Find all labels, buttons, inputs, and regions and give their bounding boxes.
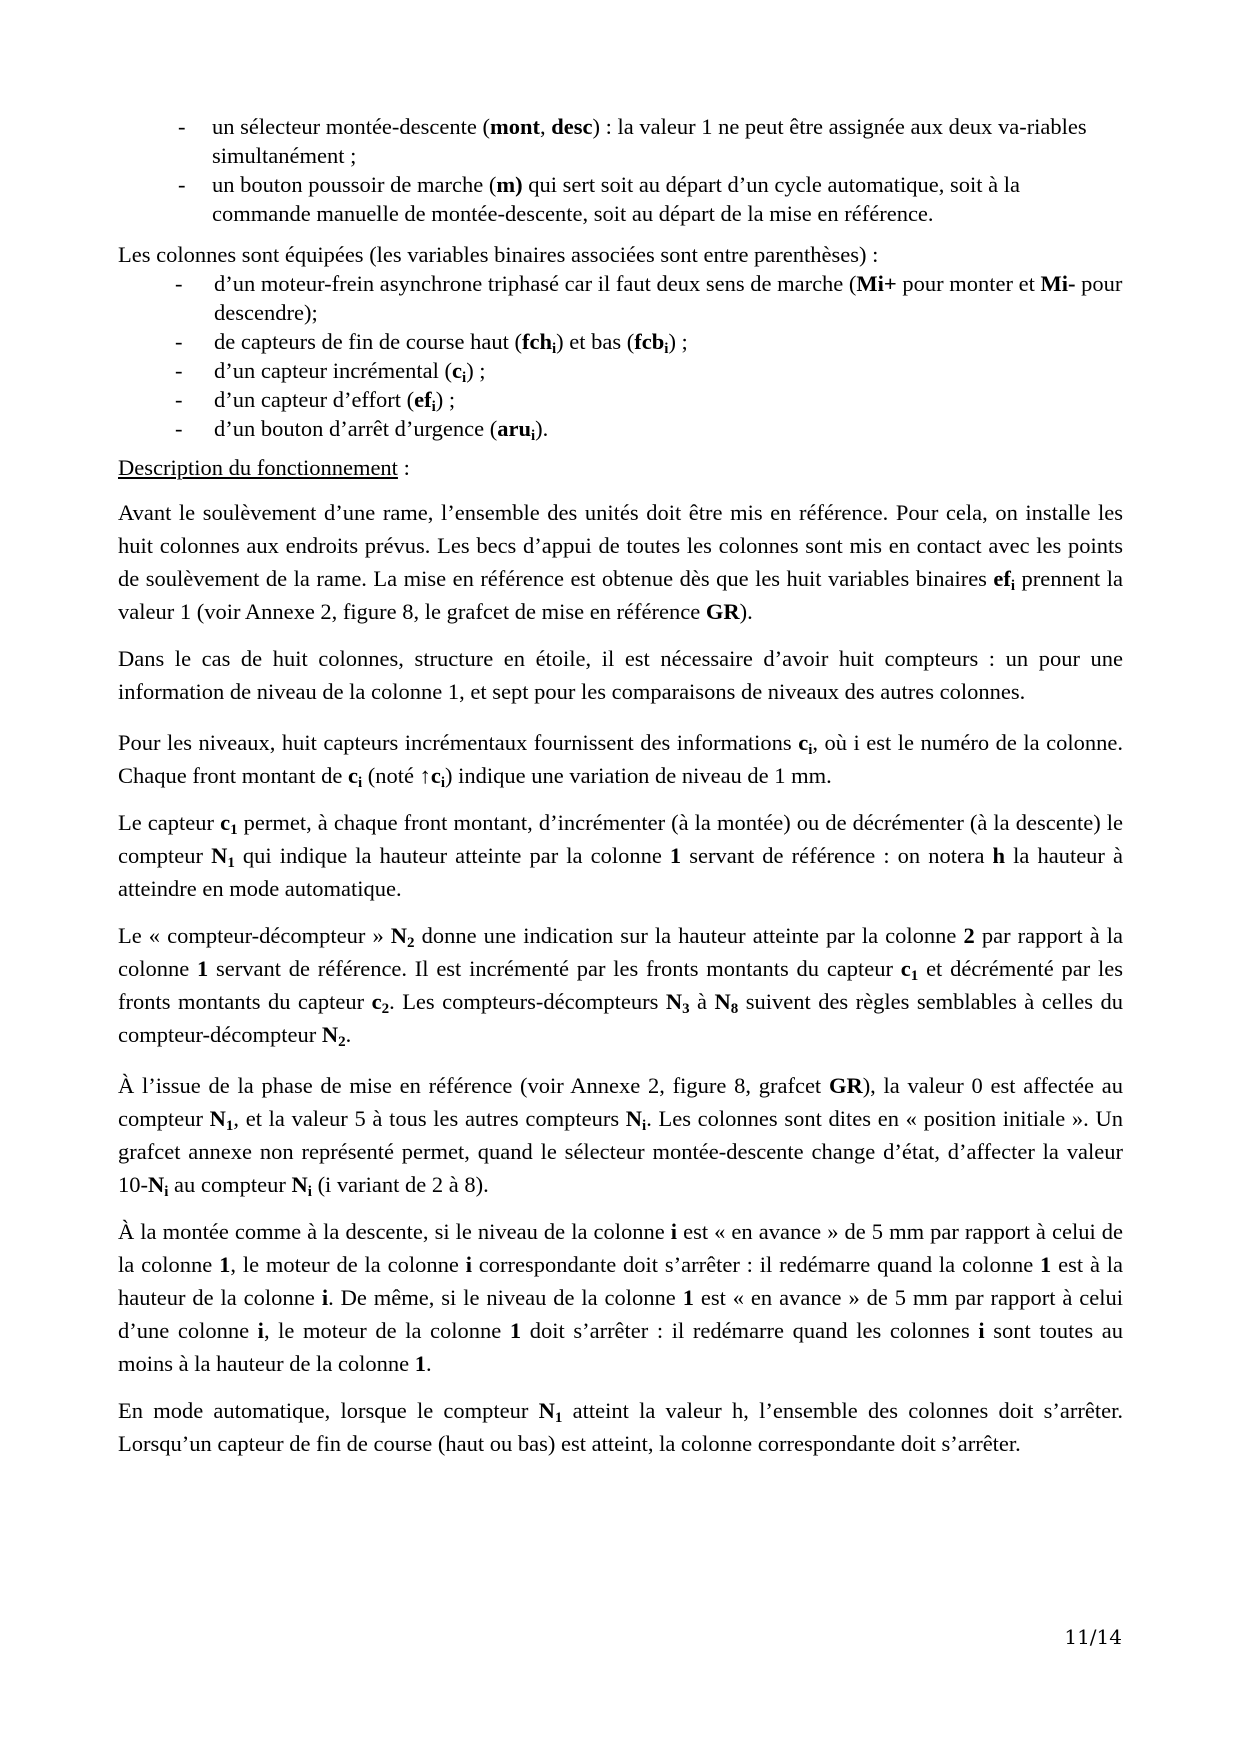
column-i: i	[321, 1285, 329, 1310]
page-number: 11/14	[1064, 1625, 1122, 1649]
var-gr: GR	[705, 599, 740, 624]
var-ef	[993, 566, 1016, 594]
text-run: N	[665, 989, 683, 1014]
text-run: prennent la valeur 1 (voir Annexe 2, figure 8, le grafcet de mise en référence	[118, 566, 1123, 624]
var-n3	[665, 989, 690, 1017]
text-run: N	[148, 1172, 165, 1197]
text-run: N	[538, 1398, 555, 1423]
text-run: (noté ↑	[362, 763, 431, 788]
subscript: i	[642, 1118, 647, 1134]
text-run: d’un moteur-frein asynchrone triphasé car il faut deux sens de marche (	[214, 271, 857, 296]
var-n1	[211, 843, 235, 871]
var-gr: GR	[828, 1073, 863, 1098]
var-c1	[220, 810, 238, 838]
text-run: permet, à chaque front montant, d’incrémenter (à la montée) ou de décrémenter (à la descente) le compteur	[118, 810, 1123, 868]
var-mi-minus: Mi-	[1040, 271, 1076, 296]
text-run: ) ;	[668, 329, 688, 354]
paragraph-reference	[118, 496, 1123, 628]
subscript: i	[530, 428, 536, 444]
var-n2	[390, 923, 415, 951]
column-i: i	[670, 1219, 678, 1244]
text-run: , le moteur de la colonne	[230, 1252, 466, 1277]
text-run: N	[714, 989, 731, 1014]
text-run: ) : la valeur 1 ne peut être assignée aux deux va-riables simultanément ;	[212, 114, 1087, 168]
subscript: i	[1010, 578, 1016, 594]
column-number: 1	[669, 843, 682, 868]
text-run: , et la valeur 5 à tous les autres compteurs	[233, 1106, 626, 1131]
list-item	[118, 356, 1123, 385]
text-run: Le capteur	[118, 810, 221, 835]
heading-suffix: :	[397, 455, 410, 480]
text-run: fcb	[634, 329, 665, 354]
text-run: c	[798, 730, 809, 755]
var-ni	[148, 1172, 169, 1200]
text-run: suivent des règles semblables à celles du compteur-décompteur	[118, 989, 1123, 1047]
list-item	[118, 327, 1123, 356]
text-run: un sélecteur montée-descente (	[212, 114, 490, 139]
var-c1	[900, 956, 919, 984]
subscript: i	[462, 370, 467, 386]
var-mont: mont	[490, 114, 540, 139]
text-run: par rapport à la colonne	[118, 923, 1124, 981]
text-run: servant de référence : on notera	[681, 843, 993, 868]
paragraph-levels	[118, 726, 1123, 792]
var-n2	[321, 1022, 346, 1050]
text-run: au compteur	[168, 1172, 292, 1197]
var-ni	[291, 1172, 312, 1200]
text-run: donne une indication sur la hauteur atteinte par la colonne	[414, 923, 964, 948]
text-run: pour monter et	[896, 271, 1041, 296]
text-run: c	[430, 763, 441, 788]
subscript: 8	[730, 1001, 739, 1017]
selector-list	[118, 112, 1123, 228]
text-run: ).	[739, 599, 753, 624]
text-run: ), la valeur 0 est affectée au compteur	[118, 1073, 1123, 1131]
var-c	[798, 730, 813, 758]
column-i: i	[978, 1318, 985, 1343]
text-run: ) et bas (	[556, 329, 635, 354]
var-fcb	[634, 329, 669, 357]
subscript: 2	[381, 1001, 390, 1017]
var-mi-plus: Mi+	[856, 271, 897, 296]
text-run: À l’issue de la phase de mise en référence (voir Annexe 2, figure 8, grafcet	[118, 1073, 829, 1098]
column-i: i	[257, 1318, 264, 1343]
text-run: un bouton poussoir de marche (	[212, 172, 497, 197]
section-heading	[118, 453, 1123, 482]
text-run: de capteurs de fin de course haut (	[214, 329, 522, 354]
text-run: (i variant de 2 à 8).	[311, 1172, 489, 1197]
var-n1	[209, 1106, 234, 1134]
var-ni	[625, 1106, 647, 1134]
var-m: m)	[496, 172, 523, 197]
subscript: i	[431, 399, 436, 415]
paragraph-initial-position	[118, 1069, 1123, 1201]
heading-text: Description du fonctionnement	[118, 455, 398, 480]
subscript: i	[357, 775, 363, 791]
column-number: 1	[682, 1285, 694, 1310]
text-run: Pour les niveaux, huit capteurs incrémentaux fournissent des informations	[118, 730, 799, 755]
column-i: i	[465, 1252, 472, 1277]
equipment-intro: Les colonnes sont équipées (les variables binaires associées sont entre parenthèses) :	[118, 242, 879, 267]
text-run: c	[220, 810, 231, 835]
text-run: ef	[414, 387, 432, 412]
subscript: i	[552, 341, 557, 357]
var-c	[347, 763, 363, 791]
text-run: aru	[497, 416, 531, 441]
text-run: . De même, si le niveau de la colonne	[328, 1285, 683, 1310]
text-run: N	[211, 843, 228, 868]
var-n1	[538, 1398, 563, 1426]
subscript: 1	[230, 822, 238, 838]
var-h: h	[992, 843, 1006, 868]
text-run: qui indique la hauteur atteinte par la colonne	[234, 843, 670, 868]
subscript: 1	[554, 1410, 563, 1426]
text-run: Le « compteur-décompteur »	[118, 923, 391, 948]
column-number: 1	[1040, 1252, 1052, 1277]
var-c	[452, 358, 467, 386]
list-item	[118, 414, 1123, 443]
text-run: est « en avance » de 5 mm par rapport à celui d’une colonne	[118, 1285, 1123, 1343]
subscript: 2	[407, 935, 415, 951]
text-run: En mode automatique, lorsque le compteur	[118, 1398, 539, 1423]
text-run: .	[345, 1022, 352, 1047]
text-run: N	[209, 1106, 226, 1131]
text-run: .	[426, 1351, 432, 1376]
text-run: et décrémenté par les fronts montants du capteur	[118, 956, 1123, 1014]
var-c2	[371, 989, 390, 1017]
text-run: d’un capteur d’effort (	[214, 387, 415, 412]
subscript: i	[808, 742, 813, 758]
text-run: ).	[535, 416, 549, 441]
text-run: pour descendre);	[214, 271, 1123, 325]
equipment-list	[118, 269, 1123, 443]
text-run: , le moteur de la colonne	[263, 1318, 510, 1343]
paragraph-automatic-mode	[118, 1394, 1123, 1460]
text-run: N	[291, 1172, 308, 1197]
list-item	[118, 112, 1123, 170]
var-aru	[497, 416, 536, 444]
subscript: 2	[338, 1034, 346, 1050]
text-run: ef	[993, 566, 1011, 591]
text-run: la hauteur à atteindre en mode automatique.	[118, 843, 1123, 901]
text-run: est « en avance » de 5 mm par rapport à celui de la colonne	[118, 1219, 1123, 1277]
text-run: ) indique une variation de niveau de 1 mm.	[445, 763, 832, 788]
text-run: est à la hauteur de la colonne	[118, 1252, 1124, 1310]
column-number: 1	[197, 956, 209, 981]
text-run: À la montée comme à la descente, si le niveau de la colonne	[118, 1219, 671, 1244]
list-item	[118, 170, 1123, 228]
column-number: 1	[219, 1252, 231, 1277]
text-run: servant de référence. Il est incrémenté par les fronts montants du capteur	[208, 956, 901, 981]
list-item	[118, 385, 1123, 414]
text-run: à	[689, 989, 715, 1014]
text-run: c	[452, 358, 463, 383]
paragraph-counter-n2	[118, 919, 1123, 1051]
text-run: sont toutes au moins à la hauteur de la colonne	[118, 1318, 1123, 1376]
var-desc: desc	[551, 114, 593, 139]
text-run: Avant le soulèvement d’une rame, l’ensemble des unités doit être mis en référence. Pour cela, on installe les huit colonnes aux endroits prévus. Les becs d’appui de toutes les colonnes sont mis en contact avec les points de soulèvement de la rame. La mise en référence est obtenue dès que les huit variables binaires	[118, 500, 1123, 591]
text-run: ) ;	[435, 387, 456, 412]
text-run: N	[625, 1106, 643, 1131]
text-run: ) ;	[466, 358, 486, 383]
column-number: 2	[963, 923, 975, 948]
column-number: 1	[414, 1351, 427, 1376]
text-run: c	[371, 989, 382, 1014]
subscript: i	[307, 1184, 312, 1200]
var-ef	[414, 387, 436, 415]
text-run: d’un capteur incrémental (	[214, 358, 453, 383]
text-run: c	[347, 763, 358, 788]
text-run: N	[321, 1022, 339, 1047]
list-item	[118, 269, 1123, 327]
paragraph-sensor-c1	[118, 806, 1123, 905]
text-run: ,	[540, 114, 552, 139]
text-run: , où i est le numéro de la colonne. Chaque front montant de	[118, 730, 1123, 788]
var-n8	[714, 989, 739, 1017]
column-number: 1	[509, 1318, 522, 1343]
text-run: . Les colonnes sont dites en « position initiale ». Un grafcet annexe non représenté permet, quand le sélecteur montée-descente change d’état, d’affecter la valeur 10-	[118, 1106, 1123, 1197]
subscript: 1	[227, 855, 235, 871]
paragraph-counters: Dans le cas de huit colonnes, structure en étoile, il est nécessaire d’avoir huit compteurs : un pour une information de niveau de la colonne 1, et sept pour les comparaisons de niveaux des autres colonnes.	[118, 646, 1123, 704]
text-run: correspondante doit s’arrêter : il redémarre quand la colonne	[471, 1252, 1041, 1277]
text-run: d’un bouton d’arrêt d’urgence (	[214, 416, 498, 441]
text-run: doit s’arrêter : il redémarre quand les colonnes	[521, 1318, 979, 1343]
subscript: i	[164, 1184, 169, 1200]
paragraph-advance	[118, 1215, 1123, 1380]
text-run: N	[390, 923, 408, 948]
subscript: 1	[225, 1118, 234, 1134]
subscript: i	[440, 775, 446, 791]
subscript: 1	[910, 968, 919, 984]
subscript: i	[664, 341, 669, 357]
text-run: . Les compteurs-décompteurs	[389, 989, 666, 1014]
text-run: fch	[522, 329, 552, 354]
document-page	[118, 112, 1123, 1474]
var-c	[430, 763, 446, 791]
text-run: c	[900, 956, 911, 981]
text-run: atteint la valeur h, l’ensemble des colonnes doit s’arrêter. Lorsqu’un capteur de fin de course (haut ou bas) est atteint, la colonne correspondante doit s’arrêter.	[118, 1398, 1124, 1456]
subscript: 3	[682, 1001, 690, 1017]
var-fch	[522, 329, 557, 357]
text-run: qui sert soit au départ d’un cycle automatique, soit à la commande manuelle de montée-descente, soit au départ de la mise en référence.	[212, 172, 1020, 226]
